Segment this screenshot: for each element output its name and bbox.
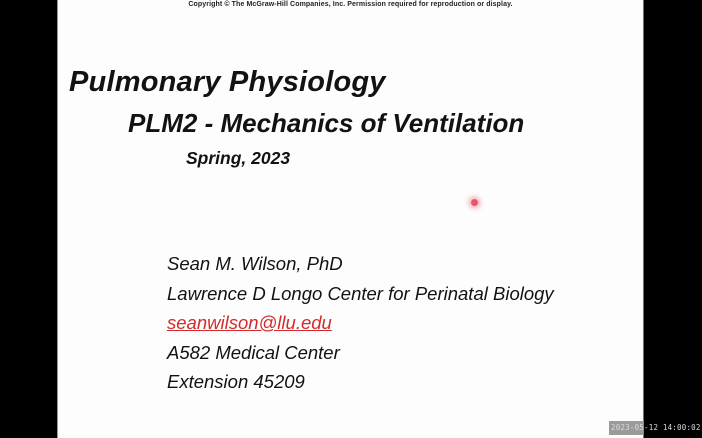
slide-title: Pulmonary Physiology bbox=[69, 66, 386, 98]
slide-subtitle: PLM2 - Mechanics of Ventilation bbox=[128, 108, 525, 138]
presentation-slide bbox=[57, 0, 644, 438]
timestamp: 2023-05-12 14:00:02 bbox=[611, 423, 701, 432]
presenter-affiliation: Lawrence D Longo Center for Perinatal Biology bbox=[167, 282, 554, 304]
copyright-notice: Copyright © The McGraw-Hill Companies, Inc. Permission required for reproduction or display. bbox=[188, 1, 513, 8]
slide-term: Spring, 2023 bbox=[186, 148, 291, 168]
contact-block bbox=[167, 249, 554, 397]
presenter-office: A582 Medical Center bbox=[167, 341, 340, 363]
email-row bbox=[167, 308, 554, 338]
email-link[interactable]: seanwilson@llu.edu bbox=[167, 312, 332, 333]
presenter-name: Sean M. Wilson, PhD bbox=[167, 253, 343, 274]
laser-pointer-dot bbox=[471, 199, 478, 206]
presenter-extension: Extension 45209 bbox=[167, 371, 305, 392]
